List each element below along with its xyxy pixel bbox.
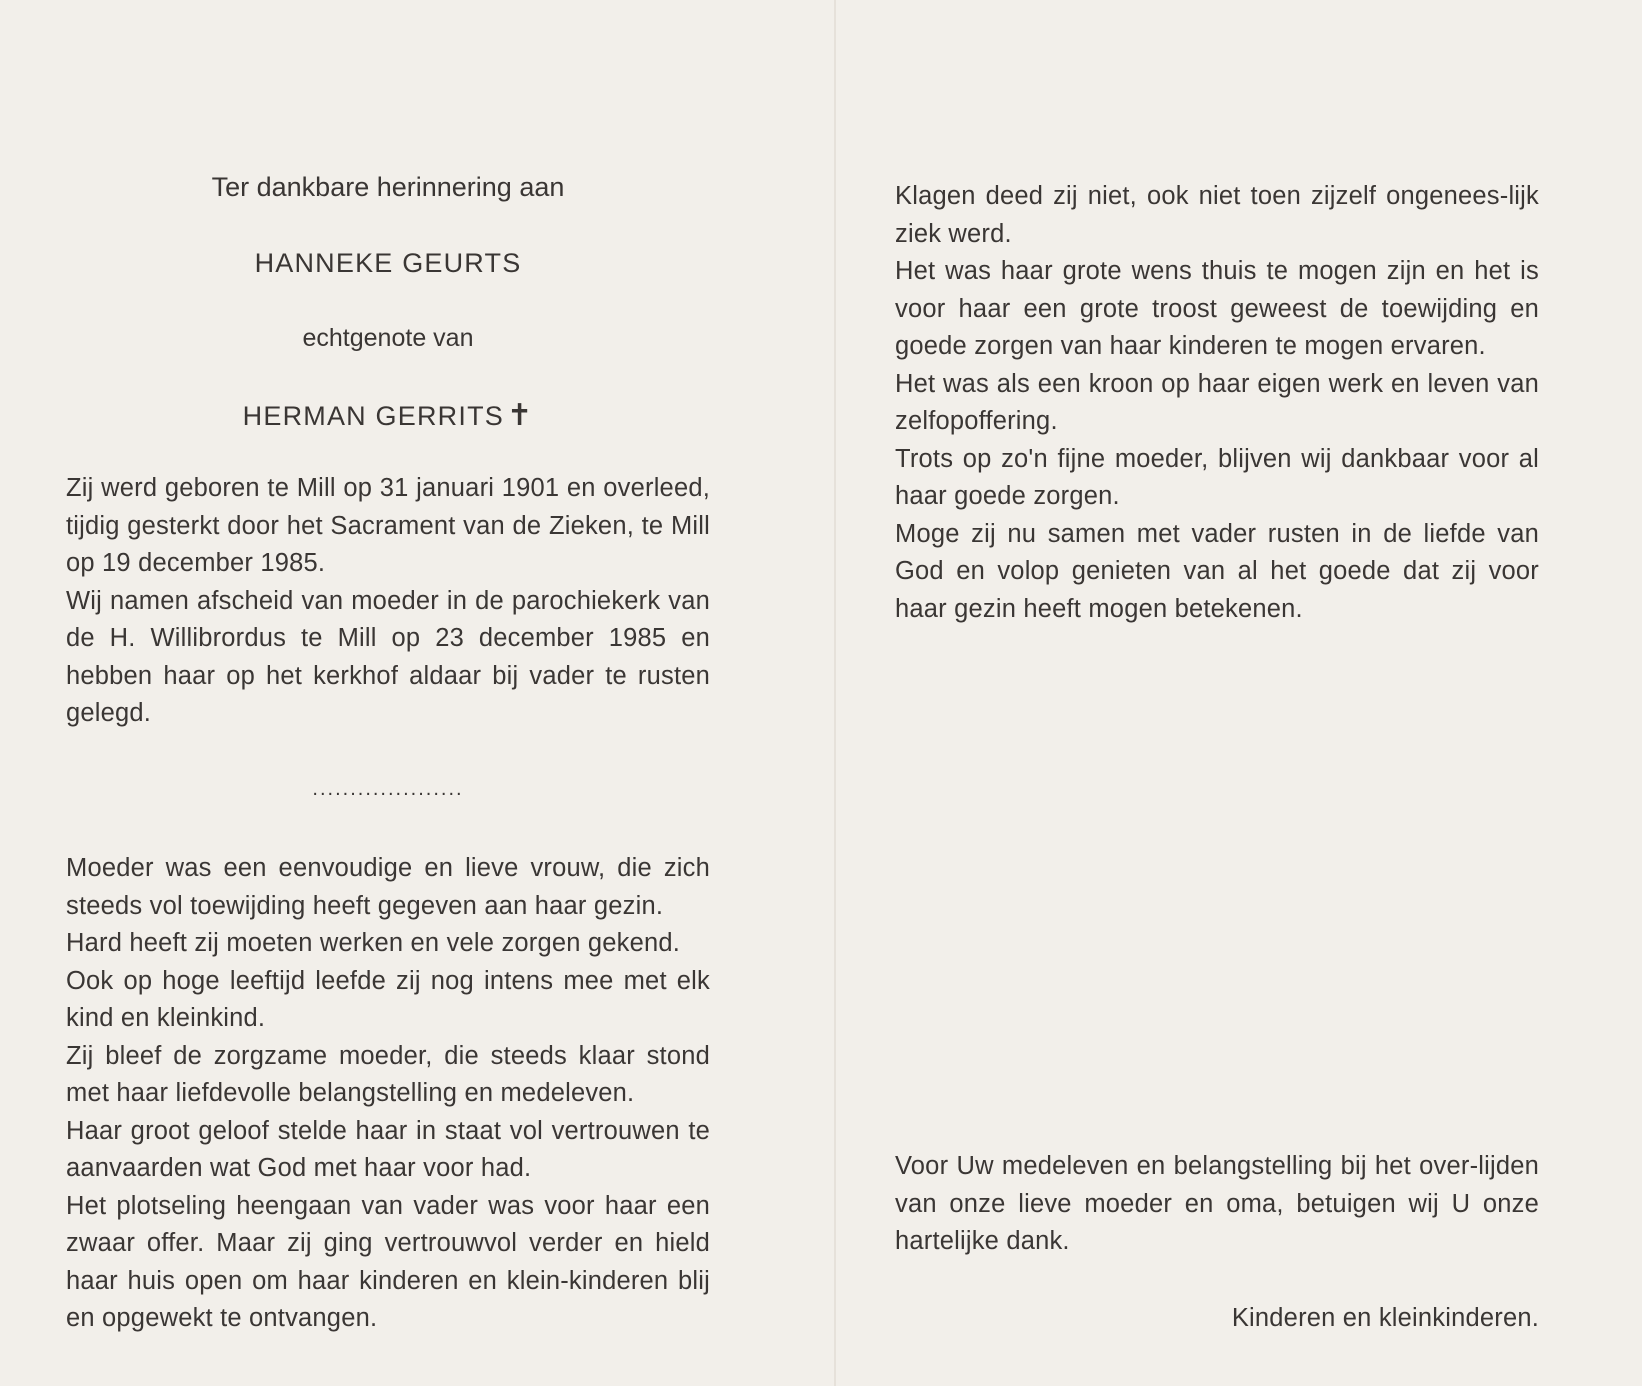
tribute-paragraph: Trots op zo'n fijne moeder, blijven wij dankbaar voor al haar goede zorgen.	[895, 444, 1539, 510]
tribute-paragraph: Het was als een kroon op haar eigen werk en leven van zelfopoffering.	[895, 369, 1539, 435]
tribute-paragraph: Hard heeft zij moeten werken en vele zorgen gekend.	[66, 929, 681, 957]
biography-text	[66, 470, 710, 733]
cross-icon: ✝	[506, 399, 534, 432]
deceased-name: HANNEKE GEURTS	[254, 248, 522, 278]
tribute-paragraph: Zij bleef de zorgzame moeder, die steeds klaar stond met haar liefdevolle belangstelling en medeleven.	[66, 1041, 710, 1107]
tribute-paragraph: Ook op hoge leeftijd leefde zij nog intens mee met elk kind en kleinkind.	[66, 966, 710, 1032]
card-fold-line	[834, 0, 836, 1386]
tribute-paragraph: Moge zij nu samen met vader rusten in de liefde van God en volop genieten van al het goede dat zij voor haar gezin heeft mogen betekenen.	[895, 519, 1539, 623]
tribute-paragraph: Klagen deed zij niet, ook niet toen zijzelf ongenees-lijk ziek werd.	[895, 182, 1539, 248]
tribute-paragraph: Het plotseling heengaan van vader was voor haar een zwaar offer. Maar zij ging vertrouwvol verder en hield haar huis open om haar kinderen en klein-kinderen blij en opgewekt te ontvangen.	[66, 1191, 710, 1332]
thanks-paragraph: Voor Uw medeleven en belangstelling bij het over-lijden van onze lieve moeder en oma, betuigen wij U onze hartelijke dank.	[895, 1152, 1539, 1255]
tribute-paragraph: Moeder was een eenvoudige en lieve vrouw, die zich steeds vol toewijding heeft gegeven aan haar gezin.	[66, 854, 710, 920]
intro-line: Ter dankbare herinnering aan	[211, 172, 565, 202]
separator-dots: ....................	[312, 778, 464, 800]
thanks-text	[895, 1148, 1539, 1261]
spouse-name: HERMAN GERRITS	[242, 401, 504, 431]
funeral-paragraph: Wij namen afscheid van moeder in de parochiekerk van de H. Willibrordus te Mill op 23 december 1985 en hebben haar op het kerkhof aldaar bij vader te rusten gelegd.	[66, 586, 710, 727]
relation-line: echtgenote van	[302, 324, 474, 352]
tribute-paragraph: Het was haar grote wens thuis te mogen zijn en het is voor haar een grote troost geweest de toewijding en goede zorgen van haar kinderen te mogen ervaren.	[895, 257, 1539, 360]
spouse-line	[66, 398, 710, 433]
birth-death-paragraph: Zij werd geboren te Mill op 31 januari 1901 en overleed, tijdig gesterkt door het Sacrament van de Zieken, te Mill op 19 december 1985.	[66, 474, 710, 577]
left-tribute-text	[66, 850, 710, 1338]
right-tribute-text	[895, 178, 1539, 628]
tribute-paragraph: Haar groot geloof stelde haar in staat vol vertrouwen te aanvaarden wat God met haar voor had.	[66, 1116, 710, 1182]
signature: Kinderen en kleinkinderen.	[1231, 1304, 1539, 1332]
